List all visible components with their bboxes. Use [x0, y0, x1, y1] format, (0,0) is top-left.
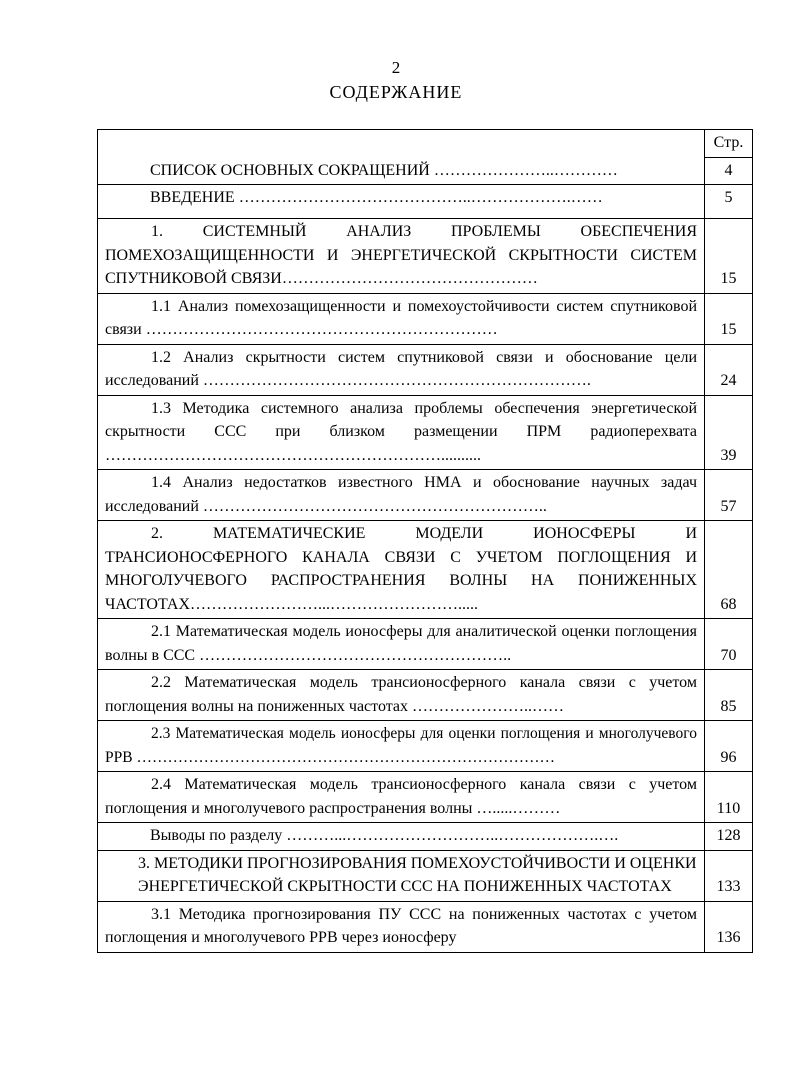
toc-page-number: 4	[705, 157, 753, 185]
toc-entry-text: 2.4 Математическая модель трансионосферного канала связи с учетом поглощения и многолучевого распространения волны ….....………	[98, 772, 705, 823]
toc-page-number: 133	[705, 850, 753, 901]
toc-entry-text: 2.3 Математическая модель ионосферы для оценки поглощения и многолучевого РРВ ………………………………………………………………………	[98, 721, 705, 772]
toc-entry-text: 1.3 Методика системного анализа проблемы обеспечения энергетической скрытности ССС при близком размещении ПРМ радиоперехвата ………………………………………………………..........	[98, 395, 705, 470]
toc-entry-text: 1.1 Анализ помехозащищенности и помехоустойчивости систем спутниковой связи …………………………………………………………	[98, 293, 705, 344]
table-row	[98, 772, 753, 823]
toc-page-number: 136	[705, 901, 753, 952]
table-row	[98, 901, 753, 952]
toc-page-number: 96	[705, 721, 753, 772]
toc-entry-text: ВВЕДЕНИЕ ……………………………………..……………….……	[98, 185, 705, 219]
toc-entry-text: 1.4 Анализ недостатков известного НМА и обоснование научных задач исследований ………………………………………………………..	[98, 470, 705, 521]
table-row	[98, 344, 753, 395]
table-row	[98, 823, 753, 851]
page-title: СОДЕРЖАНИЕ	[329, 82, 463, 102]
toc-page-number: 68	[705, 521, 753, 619]
table-row	[98, 219, 753, 294]
page-number: 2	[391, 58, 401, 77]
toc-entry-text: 2. МАТЕМАТИЧЕСКИЕ МОДЕЛИ ИОНОСФЕРЫ И ТРАНСИОНОСФЕРНОГО КАНАЛА СВЯЗИ С УЧЕТОМ ПОГЛОЩЕНИЯ И МНОГОЛУЧЕВОГО РАСПРОСТРАНЕНИЯ ВОЛНЫ НА ПОНИЖЕННЫХ ЧАСТОТАХ……………………...…………………….....	[98, 521, 705, 619]
toc-page-number: 110	[705, 772, 753, 823]
toc-page-number: 5	[705, 185, 753, 219]
toc-entry-text: 1. СИСТЕМНЫЙ АНАЛИЗ ПРОБЛЕМЫ ОБЕСПЕЧЕНИЯ ПОМЕХОЗАЩИЩЕННОСТИ И ЭНЕРГЕТИЧЕСКОЙ СКРЫТНОСТИ СИСТЕМ СПУТНИКОВОЙ СВЯЗИ…………………………………………	[98, 219, 705, 294]
header-blank-cell	[98, 130, 705, 185]
table-row	[98, 395, 753, 470]
table-row	[98, 521, 753, 619]
table-row	[98, 850, 753, 901]
toc-page-number: 39	[705, 395, 753, 470]
table-row	[98, 670, 753, 721]
toc-entry-text: 2.2 Математическая модель трансионосферного канала связи с учетом поглощения волны на пониженных частотах …………………..……	[98, 670, 705, 721]
toc-entry-text: 3.1 Методика прогнозирования ПУ ССС на пониженных частотах с учетом поглощения и многолучевого РРВ через ионосферу	[98, 901, 705, 952]
table-row	[98, 293, 753, 344]
toc-entry-text: СПИСОК ОСНОВНЫХ СОКРАЩЕНИЙ …………………..…………	[150, 161, 618, 179]
toc-page-number: 15	[705, 219, 753, 294]
toc-entry-text: Выводы по разделу ………...………………………..……………….….	[98, 823, 705, 851]
table-row	[98, 470, 753, 521]
table-row	[98, 619, 753, 670]
toc-page-number: 70	[705, 619, 753, 670]
toc-entry-text: 1.2 Анализ скрытности систем спутниковой связи и обоснование цели исследований ……………………………………………………………….	[98, 344, 705, 395]
table-row	[98, 721, 753, 772]
table-header-row	[98, 130, 753, 158]
toc-page-number: 57	[705, 470, 753, 521]
toc-entry-text: 2.1 Математическая модель ионосферы для аналитической оценки поглощения волны в ССС …………………………………………………..	[98, 619, 705, 670]
page-column-header: Стр.	[705, 130, 753, 158]
toc-page-number: 128	[705, 823, 753, 851]
toc-entry-text: 3. МЕТОДИКИ ПРОГНОЗИРОВАНИЯ ПОМЕХОУСТОЙЧИВОСТИ И ОЦЕНКИ ЭНЕРГЕТИЧЕСКОЙ СКРЫТНОСТИ ССС НА ПОНИЖЕННЫХ ЧАСТОТАХ	[98, 850, 705, 901]
toc-page-number: 15	[705, 293, 753, 344]
table-row	[98, 185, 753, 219]
toc-page-number: 85	[705, 670, 753, 721]
contents-table	[97, 129, 753, 953]
toc-page-number: 24	[705, 344, 753, 395]
